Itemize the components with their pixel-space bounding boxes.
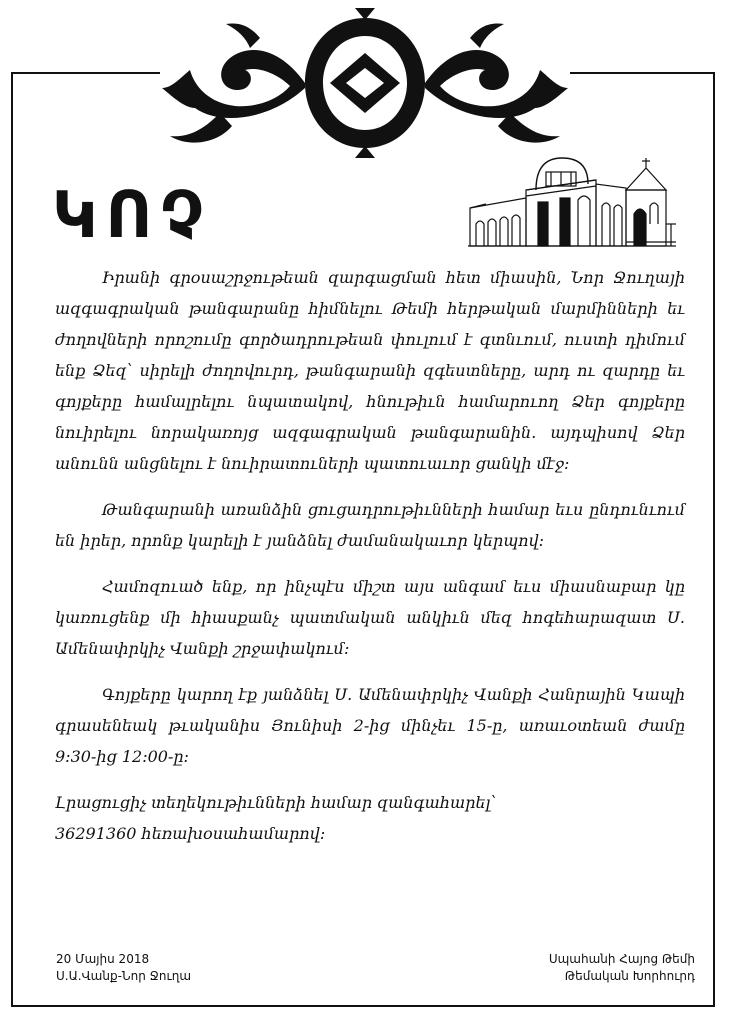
- contact-paragraph: [55, 787, 685, 849]
- footer-date: 20 Մայիս 2018: [56, 952, 150, 966]
- page-title: ԿՈՉ: [52, 179, 212, 253]
- footer-place: Ս.Ա.Վանք-Նոր Ջուղա: [56, 969, 192, 983]
- letter-body: [55, 262, 685, 864]
- footer-org-line-2: Թեմական Խորհուրդ: [564, 969, 695, 983]
- footer-signature: [549, 951, 695, 985]
- church-illustration-icon: [466, 154, 678, 252]
- footer-org-line-1: Սպահանի Հայոց Թեմի: [548, 952, 695, 966]
- contact-line: Լրացուցիչ տեղեկութիւնների համար զանգահարել՝: [55, 793, 497, 812]
- contact-phone: 36291360 հեռախօսահամարով:: [55, 824, 326, 843]
- paragraph: Գոյքերը կարող էք յանձնել Ս. Ամենափրկիչ Վանքի Հանրային Կապի գրասենեակ թւականիս Յունիսի 2-ից մինչեւ 15-ը, առաւօտեան ժամը 9:30-ից 12:00-ը:: [55, 685, 685, 766]
- ornament-header-icon: [160, 8, 570, 158]
- footer-date-place: [56, 951, 191, 985]
- paragraph: Թանգարանի առանձին ցուցադրութիւնների համար եւս ընդունւում են իրեր, որոնք կարելի է յանձնել ժամանակաւոր կերպով:: [55, 500, 685, 550]
- paragraph: Համոզուած ենք, որ ինչպէս միշտ այս անգամ եւս միասնաբար կը կառուցենք մի հիասքանչ պատմական անկիւն մեզ հոգեհարազատ Ս. Ամենափրկիչ Վանքի շրջափակում:: [55, 577, 685, 658]
- paragraph: Իրանի գրօսաշրջութեան զարգացման հետ միասին, Նոր Ջուղայի ազգագրական թանգարանը հիմնելու Թեմի հերթական մարմինների եւ ժողովների որոշումը գործադրութեան փուլում է գտնւում, ուստի դիմում ենք Ձեզ՝ սիրելի ժողովուրդ, թանգարանի զգեստները, արդ ու զարդը եւ գոյքերը համալրելու նպատակով, հնութիւն համարուող Ձեր գոյքերը նուիրելու նորակառոյց ազգագրական թանգարանին. այդպիսով Ձեր անունն անցնելու է նուիրատուների պատուաւոր ցանկի մէջ:: [55, 268, 685, 473]
